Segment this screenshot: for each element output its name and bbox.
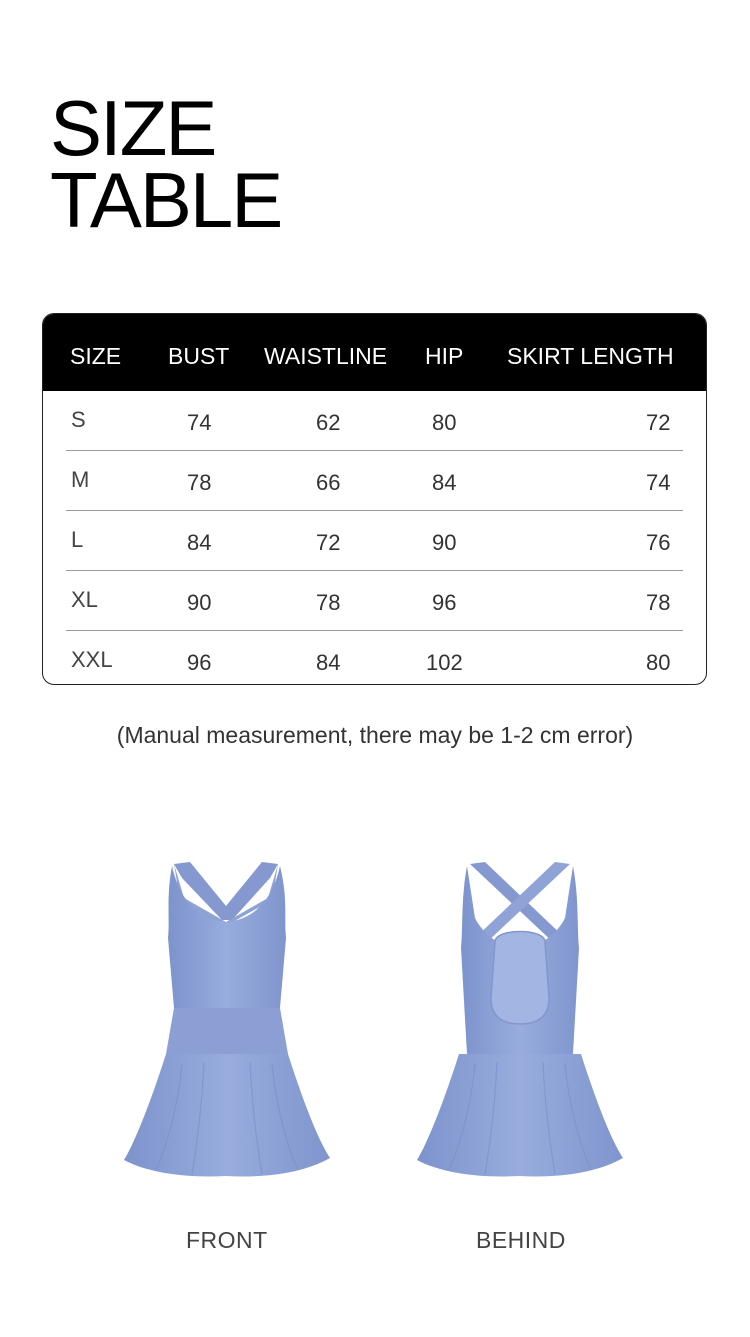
header-skirt-length: SKIRT LENGTH xyxy=(507,343,674,369)
cell-skirt-length: 72 xyxy=(646,410,671,435)
table-row xyxy=(43,451,706,511)
cell-waistline: 62 xyxy=(316,410,341,435)
header-size: SIZE xyxy=(70,343,122,369)
cell-hip: 84 xyxy=(432,470,457,495)
table-row xyxy=(43,511,706,571)
cell-skirt-length: 78 xyxy=(646,590,671,615)
header-waistline: WAISTLINE xyxy=(264,343,388,369)
cell-bust: 96 xyxy=(187,650,212,675)
table-header xyxy=(43,314,706,391)
title-line-1: SIZE xyxy=(50,84,216,172)
cell-waistline: 84 xyxy=(316,650,341,675)
dress-front-icon xyxy=(122,858,332,1180)
cell-waistline: 66 xyxy=(316,470,341,495)
cell-skirt-length: 74 xyxy=(646,470,671,495)
cell-size: XL xyxy=(71,587,98,612)
cell-bust: 74 xyxy=(187,410,212,435)
cell-bust: 78 xyxy=(187,470,212,495)
cell-bust: 90 xyxy=(187,590,212,615)
cell-size: M xyxy=(71,467,90,492)
cell-hip: 102 xyxy=(426,650,463,675)
cell-bust: 84 xyxy=(187,530,212,555)
cell-hip: 96 xyxy=(432,590,457,615)
page-title xyxy=(50,84,282,244)
header-bust: BUST xyxy=(168,343,230,369)
front-caption: FRONT xyxy=(186,1227,268,1253)
cell-waistline: 72 xyxy=(316,530,341,555)
table-row xyxy=(43,631,706,685)
cell-size: L xyxy=(71,527,84,552)
header-hip: HIP xyxy=(425,343,464,369)
title-line-2: TABLE xyxy=(50,156,282,244)
size-table xyxy=(42,313,707,685)
cell-skirt-length: 80 xyxy=(646,650,671,675)
cell-hip: 90 xyxy=(432,530,457,555)
cell-size: XXL xyxy=(71,647,113,672)
behind-caption: BEHIND xyxy=(476,1227,566,1253)
cell-waistline: 78 xyxy=(316,590,341,615)
dress-back-icon xyxy=(415,858,625,1180)
table-row xyxy=(43,391,706,451)
measurement-note: (Manual measurement, there may be 1-2 cm error) xyxy=(116,722,634,748)
cell-hip: 80 xyxy=(432,410,457,435)
cell-size: S xyxy=(71,407,86,432)
cell-skirt-length: 76 xyxy=(646,530,671,555)
table-row xyxy=(43,571,706,631)
